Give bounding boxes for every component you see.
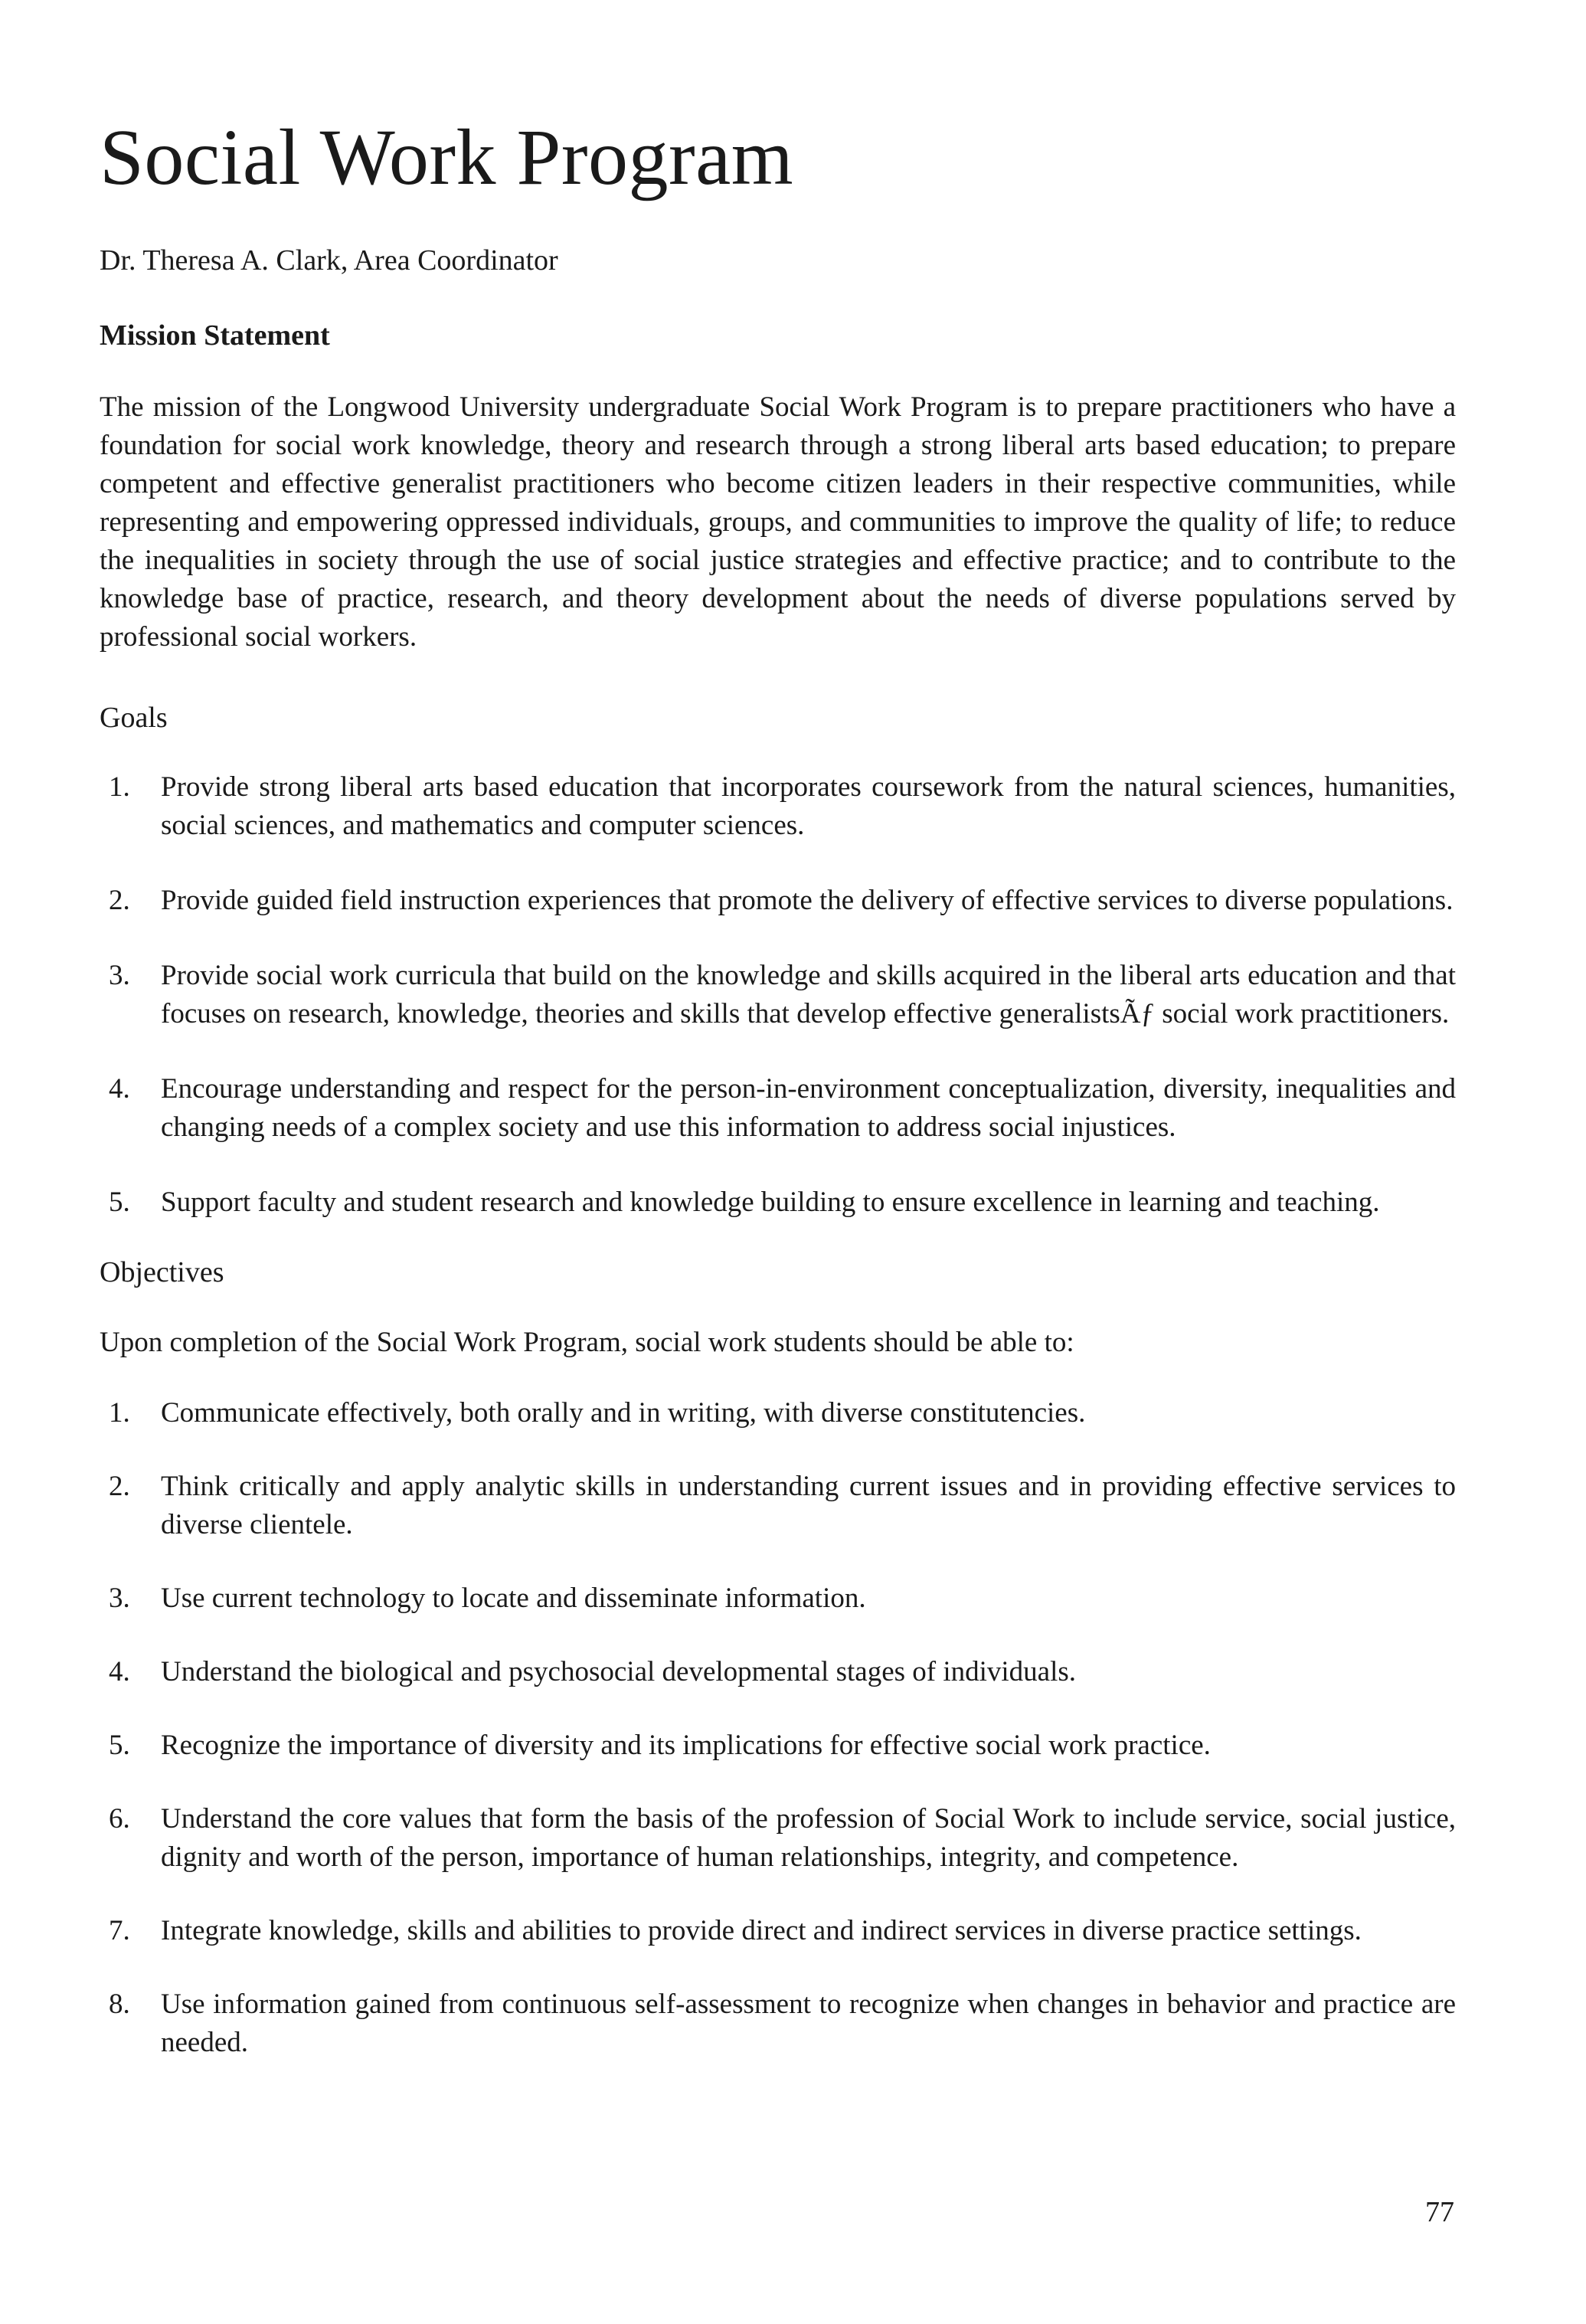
objective-item [96,1468,1456,1544]
objective-text: Recognize the importance of diversity and its implications for effective social work practice. [161,1730,1211,1762]
goal-item [96,957,1456,1033]
objective-number: 7. [109,1915,130,1947]
objective-number: 6. [109,1803,130,1835]
goal-text: Encourage understanding and respect for the person-in-environment conceptualization, diversity, inequalities and changing needs of a complex society and use this information to address social injustices. [161,1072,1456,1143]
objective-item [96,1394,1456,1432]
objectives-heading: Objectives [100,1255,224,1288]
objectives-list [96,1394,1456,2062]
objective-text: Communicate effectively, both orally and in writing, with diverse constitutencies. [161,1397,1086,1429]
objective-item [96,1727,1456,1765]
goals-list [96,768,1456,1222]
goal-item [96,768,1456,845]
goals-heading: Goals [100,702,168,735]
goal-text: Provide social work curricula that build on the knowledge and skills acquired in the liberal arts education and that focuses on research, knowledge, theories and skills that develop effective generalistsÃƒ social work practitioners. [161,959,1456,1029]
objective-number: 3. [109,1583,130,1615]
page-title: Social Work Program [100,113,794,201]
objective-text: Integrate knowledge, skills and abilities to provide direct and indirect services in diverse practice settings. [161,1915,1362,1947]
page-number: 77 [1425,2196,1454,2228]
objective-text: Use information gained from continuous self-assessment to recognize when changes in behavior and practice are needed. [161,1988,1456,2059]
objective-number: 8. [109,1988,130,2021]
goal-text: Support faculty and student research and knowledge building to ensure excellence in learning and teaching. [161,1186,1380,1218]
goal-number: 1. [109,771,130,803]
goal-number: 3. [109,959,130,991]
objective-number: 1. [109,1397,130,1429]
objective-text: Use current technology to locate and disseminate information. [161,1583,866,1615]
objective-number: 4. [109,1656,130,1688]
goal-item [96,1070,1456,1147]
mission-paragraph: The mission of the Longwood University undergraduate Social Work Program is to prepare practitioners who have a foundation for social work knowledge, theory and research through a strong liberal arts based education; to prepare competent and effective generalist practitioners who become citizen leaders in their respective communities, while representing and empowering oppressed individuals, groups, and communities to improve the quality of life; to reduce the inequalities in society through the use of social justice strategies and effective practice; and to contribute to the knowledge base of practice, research, and theory development about the needs of diverse populations served by professional social workers. [100,391,1456,653]
goal-item [96,882,1456,920]
objective-item [96,1579,1456,1618]
objective-item [96,1653,1456,1691]
objective-number: 5. [109,1730,130,1762]
objective-text: Think critically and apply analytic skills in understanding current issues and in providing effective services to diverse clientele. [161,1471,1456,1541]
objective-item [96,1800,1456,1877]
objective-item [96,1912,1456,1950]
objective-number: 2. [109,1471,130,1503]
mission-heading: Mission Statement [100,319,330,352]
goal-item [96,1183,1456,1222]
objective-text: Understand the biological and psychosocial developmental stages of individuals. [161,1656,1077,1688]
objectives-intro: Upon completion of the Social Work Program, social work students should be able to: [100,1327,1074,1359]
goal-number: 4. [109,1072,130,1105]
objective-text: Understand the core values that form the basis of the profession of Social Work to include service, social justice, dignity and worth of the person, importance of human relationships, integrity, and competence. [161,1803,1456,1874]
area-coordinator: Dr. Theresa A. Clark, Area Coordinator [100,244,558,277]
objective-item [96,1985,1456,2062]
goal-number: 5. [109,1186,130,1218]
goal-text: Provide strong liberal arts based education that incorporates coursework from the natural sciences, humanities, social sciences, and mathematics and computer sciences. [161,771,1456,841]
goal-number: 2. [109,884,130,916]
goal-text: Provide guided field instruction experiences that promote the delivery of effective services to diverse populations. [161,884,1454,916]
